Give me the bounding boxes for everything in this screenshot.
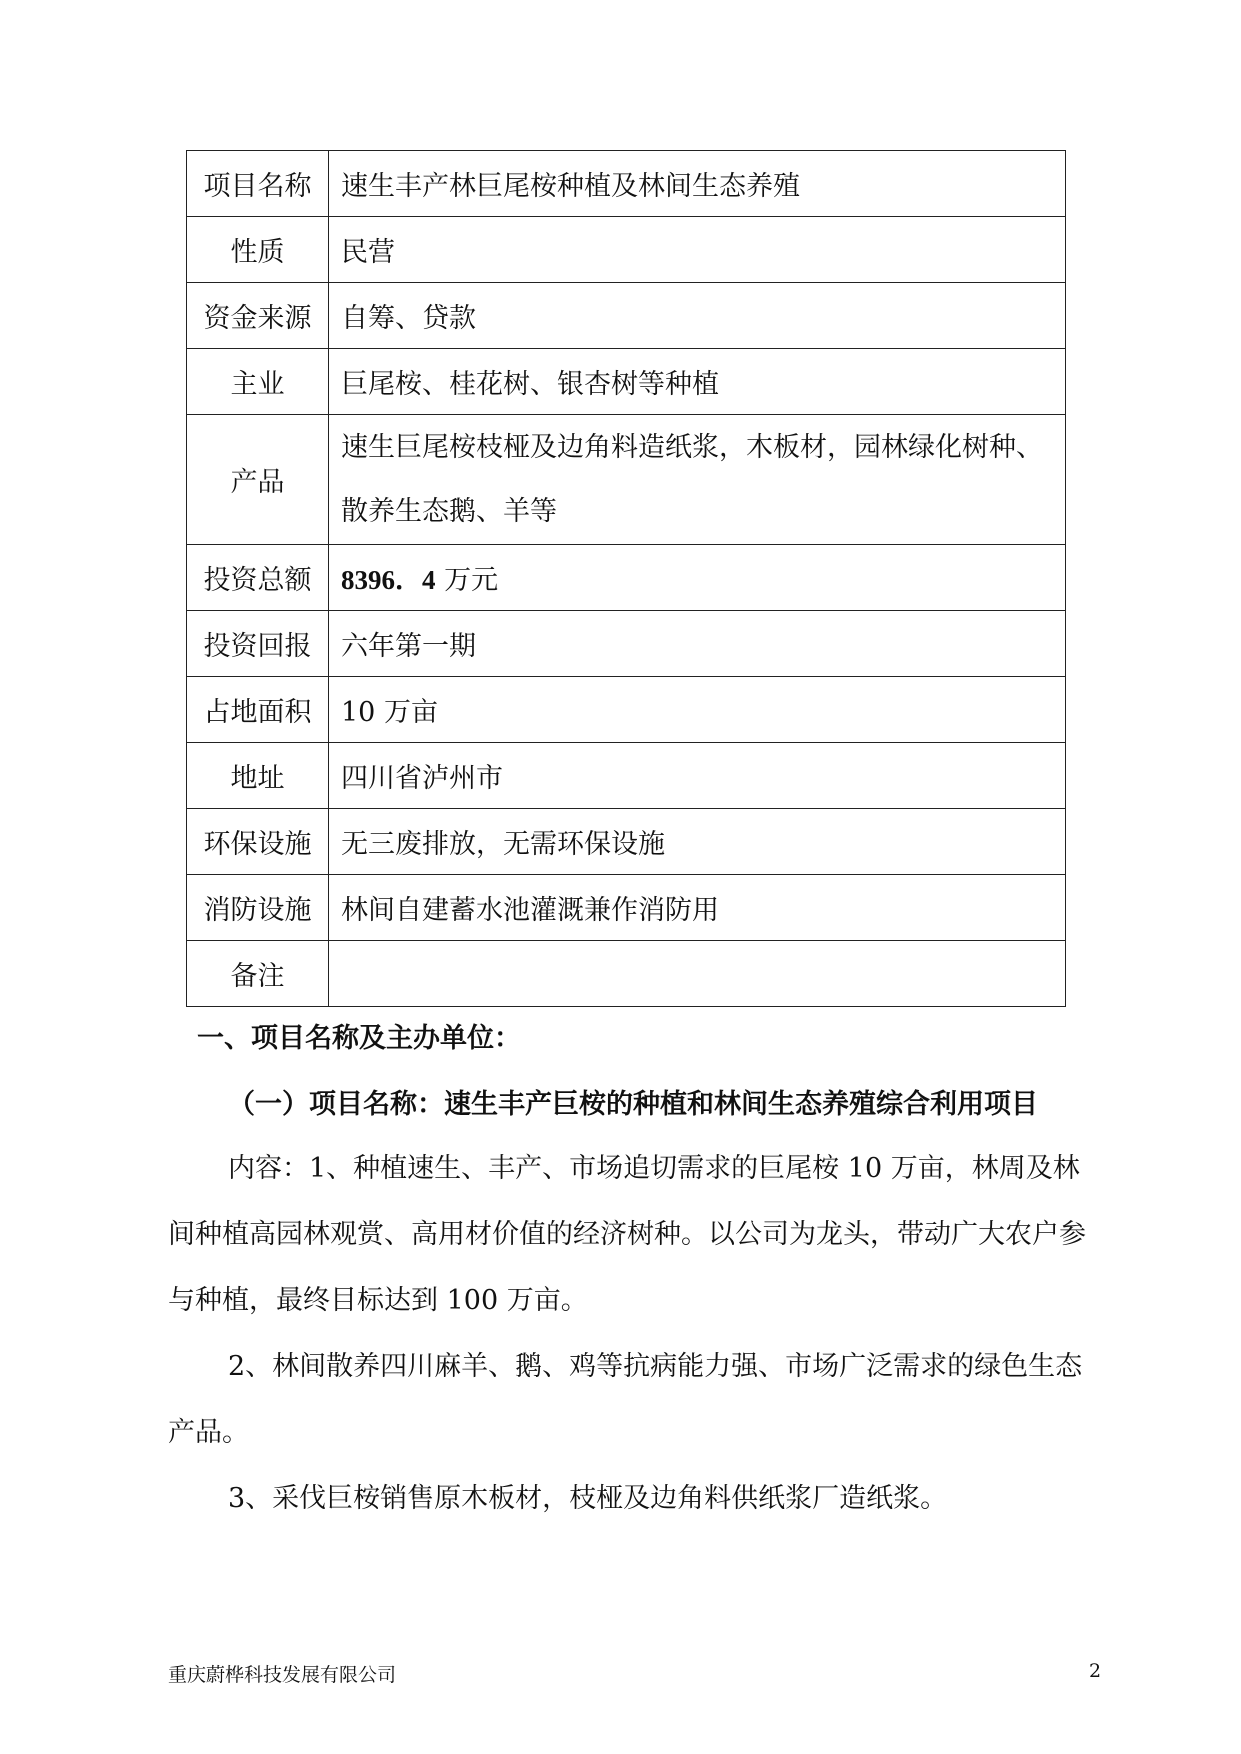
row-label: 产品 (187, 415, 329, 545)
row-label: 消防设施 (187, 875, 329, 941)
row-value: 无三废排放，无需环保设施 (329, 809, 1066, 875)
row-value (329, 677, 1066, 743)
row-label: 投资回报 (187, 611, 329, 677)
row-label: 地址 (187, 743, 329, 809)
row-label: 主业 (187, 349, 329, 415)
table-row (187, 611, 1066, 677)
paragraph: 2、林间散养四川麻羊、鹅、鸡等抗病能力强、市场广泛需求的绿色生态产品。 (168, 1351, 1083, 1448)
table-row (187, 941, 1066, 1007)
row-label: 备注 (187, 941, 329, 1007)
table-row (187, 217, 1066, 283)
row-value-line: 散养生态鹅、羊等 (341, 495, 557, 527)
area-unit: 万亩 (383, 697, 438, 728)
row-value: 速生丰产林巨尾桉种植及林间生态养殖 (329, 151, 1066, 217)
row-value (329, 941, 1066, 1007)
table-row (187, 151, 1066, 217)
row-value: 六年第一期 (329, 611, 1066, 677)
section-subheading: （一）项目名称：速生丰产巨桉的种植和林间生态养殖综合利用项目 (228, 1089, 1038, 1120)
row-label: 占地面积 (187, 677, 329, 743)
investment-unit: 万元 (444, 565, 499, 596)
row-label: 投资总额 (187, 545, 329, 611)
paragraph: 内容：1、种植速生、丰产、市场追切需求的巨尾桉 10 万亩，林周及林间种植高园林观赏、高用材价值的经济树种。以公司为龙头，带动广大农户参与种植，最终目标达到 100 万亩。 (168, 1153, 1086, 1316)
row-value-line: 速生巨尾桉枝桠及边角料造纸浆，木板材，园林绿化树种、 (341, 431, 1043, 463)
section-heading: 一、项目名称及主办单位： (197, 1023, 521, 1054)
row-value: 四川省泸州市 (329, 743, 1066, 809)
table-row (187, 545, 1066, 611)
table-row (187, 677, 1066, 743)
row-label: 项目名称 (187, 151, 329, 217)
row-value (329, 545, 1066, 611)
page-number: 2 (1089, 1660, 1102, 1682)
project-info-table (186, 150, 1066, 1007)
table-row (187, 415, 1066, 545)
row-label: 性质 (187, 217, 329, 283)
table-row (187, 875, 1066, 941)
row-value: 林间自建蓄水池灌溉兼作消防用 (329, 875, 1066, 941)
row-value (329, 415, 1066, 545)
table-row (187, 283, 1066, 349)
row-value: 自筹、贷款 (329, 283, 1066, 349)
table-row (187, 809, 1066, 875)
footer-company: 重庆蔚桦科技发展有限公司 (168, 1664, 397, 1686)
row-label: 环保设施 (187, 809, 329, 875)
table-row (187, 743, 1066, 809)
investment-amount: 8396．4 (341, 565, 436, 595)
row-value: 民营 (329, 217, 1066, 283)
row-value: 巨尾桉、桂花树、银杏树等种植 (329, 349, 1066, 415)
row-label: 资金来源 (187, 283, 329, 349)
area-number: 10 (341, 697, 376, 728)
paragraph: 3、采伐巨桉销售原木板材，枝桠及边角料供纸浆厂造纸浆。 (228, 1483, 948, 1514)
table-row (187, 349, 1066, 415)
